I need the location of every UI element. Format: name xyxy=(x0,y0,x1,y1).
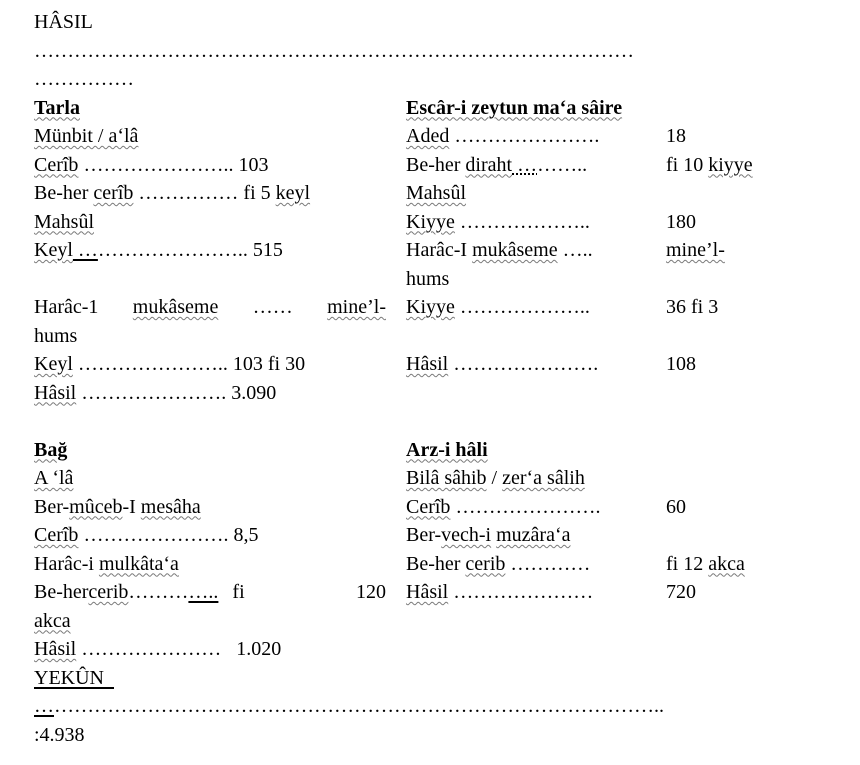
escar-beher-dots: …….. xyxy=(537,153,588,176)
escar-hasil-label: Hâsil xyxy=(406,353,449,375)
title-dots-line-1: ……………………………………………………………………………… xyxy=(34,39,634,62)
tarla-cerib-dots: ………………….. xyxy=(78,153,239,176)
escar-harac-minel: mine’l- xyxy=(666,239,725,261)
tarla-munbit: Münbit / a‘lâ xyxy=(34,125,139,147)
bag-hasil-value: 1.020 xyxy=(236,638,282,660)
arz-cerib-label: Cerîb xyxy=(406,495,451,518)
bag-cerib-value: 8,5 xyxy=(233,524,259,546)
bag-mesaha: mesâha xyxy=(140,495,201,518)
bag-ber-prefix: Ber- xyxy=(34,495,70,518)
tarla-keyl2-value: 103 fi 30 xyxy=(232,353,306,375)
title-dots-line-2: …………… xyxy=(34,68,134,90)
escar-aded-label: Aded xyxy=(406,125,450,147)
arz-ber-prefix: Ber- xyxy=(406,524,442,546)
tarla-harac-hums: hums xyxy=(34,324,78,347)
yekun-line xyxy=(34,664,834,693)
arz-slash: / xyxy=(486,467,503,489)
escar-beher-kiyye: kiyye xyxy=(708,153,753,176)
escar-kiyye-label: Kiyye xyxy=(406,210,455,233)
bag-heading: Bağ xyxy=(34,438,68,461)
arz-beher-dots: ………… xyxy=(505,552,591,575)
escar-kiyye2-value: 36 fi 3 xyxy=(666,296,719,318)
section-gap xyxy=(34,407,834,436)
tarla-beher-keyl: keyl xyxy=(275,182,311,204)
bag-hasil-label: Hâsil xyxy=(34,638,77,660)
bag-harac-label: Harâc-i xyxy=(34,552,99,575)
arz-heading: Arz-i hâli xyxy=(406,438,488,461)
tarla-harac-label: Harâc-1 xyxy=(34,296,99,318)
escar-hasil-value: 108 xyxy=(666,353,696,375)
tarla-beher-label: Be-her xyxy=(34,182,94,204)
arz-zera-salih: zer‘a sâlih xyxy=(502,467,585,489)
arz-hasil-dots: ………………… xyxy=(448,581,594,603)
escar-mahsul: Mahsûl xyxy=(406,182,466,204)
arz-beher-cerib: cerib xyxy=(465,552,506,575)
bag-beher-cerib: cerib xyxy=(88,581,129,603)
arz-beher-akca: akca xyxy=(708,552,745,575)
arz-beher-label: Be-her xyxy=(406,552,466,575)
bag-beher-dots: ……… xyxy=(128,581,189,603)
tarla-harac-dots: …… xyxy=(252,296,293,318)
yekun-dots: ……………………………………………………………………………….. xyxy=(54,695,664,717)
tarla-cerib-label: Cerîb xyxy=(34,153,79,176)
tarla-keyl2-dots: ………………….. xyxy=(72,353,233,375)
escar-heading: Escâr-i zeytun ma‘a sâire xyxy=(406,96,623,119)
escar-beher-label: Be-her xyxy=(406,153,466,176)
escar-beher-diraht: diraht xyxy=(465,153,513,176)
bag-cerib-label: Cerîb xyxy=(34,524,79,546)
arz-hasil-label: Hâsil xyxy=(406,581,449,603)
escar-aded-dots: …………………. xyxy=(449,125,600,147)
escar-harac-label: Harâc-I xyxy=(406,239,473,261)
bag-ber-mid: -I xyxy=(122,495,141,518)
tarla-keyl-label: Keyl xyxy=(34,239,73,261)
tarla-keyl-dots: ………………….. xyxy=(97,239,253,261)
arz-muzaraa: muzâra‘a xyxy=(496,524,571,546)
tarla-keyl2-label: Keyl xyxy=(34,353,73,375)
bag-mulkataa: mulkâta‘a xyxy=(98,552,179,575)
tarla-hasil-dots: …………………. xyxy=(76,381,232,404)
yekun-dots-line xyxy=(34,692,834,721)
escar-beher-value: fi 10 xyxy=(666,153,709,176)
arz-cerib-value: 60 xyxy=(666,495,686,518)
yekun-trail xyxy=(104,667,114,689)
bag-muceb: mûceb xyxy=(69,495,123,518)
escar-aded-value: 18 xyxy=(666,125,686,147)
arz-vech: vech-i xyxy=(441,524,492,546)
escar-kiyye2-label: Kiyye xyxy=(406,296,455,318)
arz-beher-value: fi 12 xyxy=(666,552,709,575)
bag-beher-label: Be-her xyxy=(34,581,89,603)
tarla-mahsul: Mahsûl xyxy=(34,210,94,233)
tarla-hasil-value: 3.090 xyxy=(231,381,277,404)
yekun-label: YEKÛN xyxy=(34,666,104,689)
bag-beher-value: 120 xyxy=(356,581,386,603)
escar-harac-mukaseme: mukâseme xyxy=(472,239,558,261)
document-title: HÂSIL xyxy=(34,11,93,33)
escar-harac-dots: ….. xyxy=(557,239,593,261)
bag-beher-underline-dots: ….. xyxy=(188,581,219,603)
tarla-hasil-label: Hâsil xyxy=(34,381,77,404)
tarla-beher-value: fi 5 xyxy=(243,182,276,204)
arz-bila-sahib: Bilâ sâhib xyxy=(406,467,487,489)
section-bag-arz xyxy=(34,436,834,664)
bag-hasil-dots: ………………… xyxy=(76,638,237,660)
tarla-keyl-value: 515 xyxy=(252,239,283,261)
yekun-total: :4.938 xyxy=(34,723,85,746)
yekun-underline-dots: … xyxy=(34,695,54,717)
escar-kiyye2-dots: ……………….. xyxy=(454,296,590,318)
tarla-keyl-underline-dots: … xyxy=(72,239,98,261)
arz-cerib-dots: …………………. xyxy=(450,495,601,518)
section-tarla-escar xyxy=(34,94,834,408)
escar-kiyye-dots: ……………….. xyxy=(454,210,590,233)
tarla-harac-minel: mine’l- xyxy=(327,296,386,318)
tarla-beher-cerib: cerîb xyxy=(93,182,134,204)
tarla-heading: Tarla xyxy=(34,96,80,119)
tarla-cerib-value: 103 xyxy=(238,153,269,176)
tarla-beher-dots: …………… xyxy=(133,182,244,204)
bag-beher-akca: akca xyxy=(34,609,71,632)
escar-kiyye-value: 180 xyxy=(666,210,696,233)
arz-hasil-value: 720 xyxy=(666,581,696,603)
escar-beher-underline-dots: … xyxy=(512,153,538,176)
bag-ala: A ‘lâ xyxy=(34,467,74,489)
escar-hasil-dots: …………………. xyxy=(448,353,599,375)
bag-beher-fi: fi xyxy=(232,581,245,603)
bag-cerib-dots: …………………. xyxy=(78,524,234,546)
tarla-harac-mukaseme: mukâseme xyxy=(132,296,219,318)
document-page xyxy=(34,8,834,749)
escar-harac-hums: hums xyxy=(406,267,450,290)
